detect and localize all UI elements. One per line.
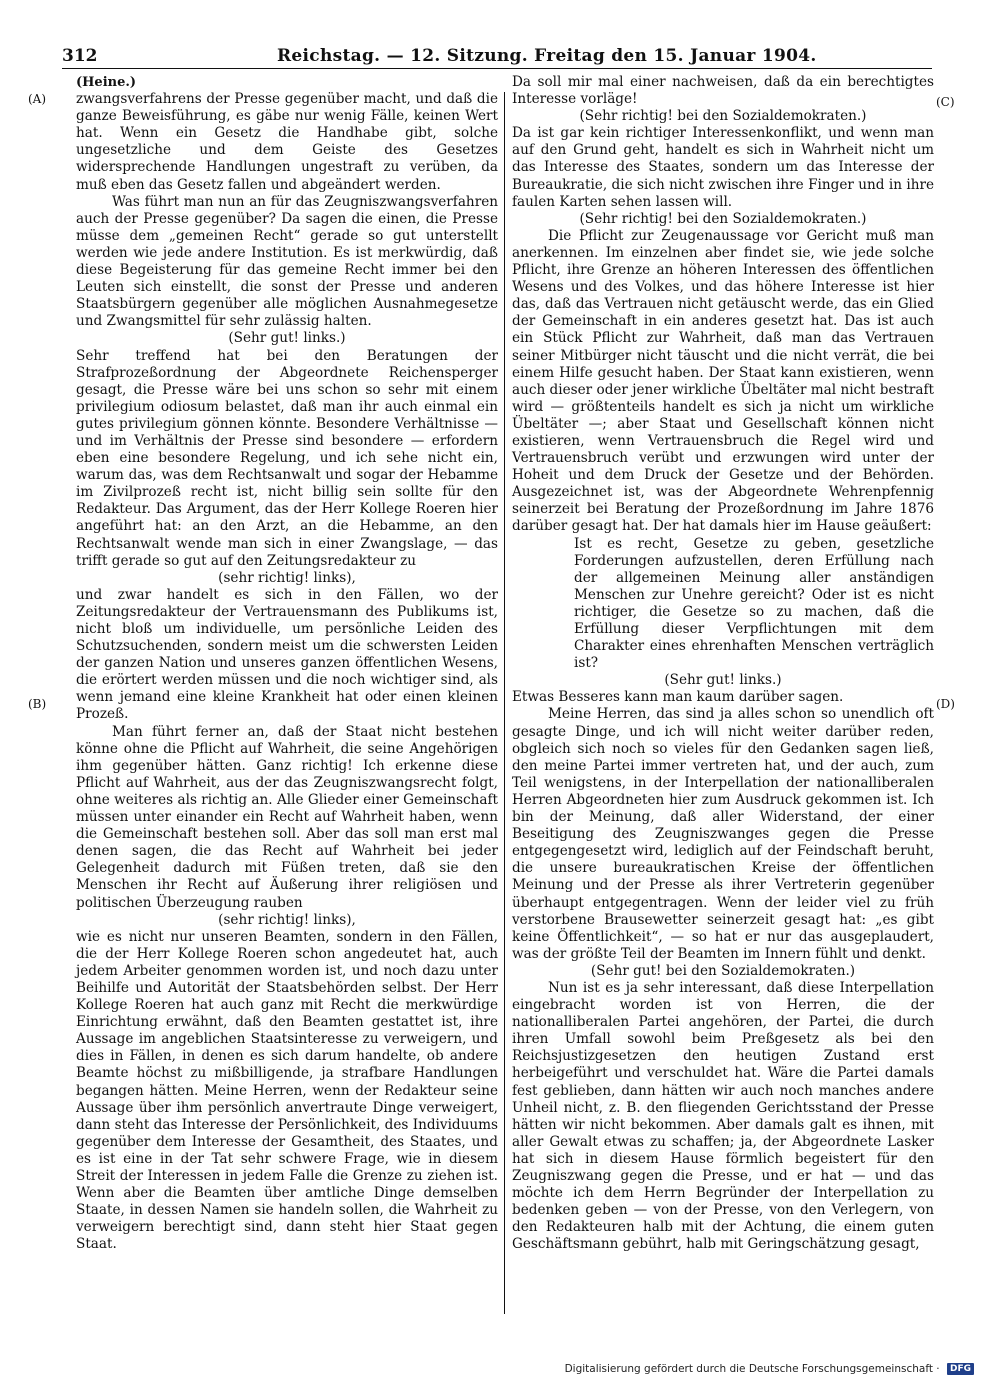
page-header	[62, 46, 932, 68]
paragraph: Da soll mir mal einer nachweisen, daß da ein berechtigtes Interesse vorläge!	[512, 74, 934, 108]
interjection: (Sehr gut! links.)	[228, 330, 346, 347]
paragraph: Nun ist es ja sehr interessant, daß diese Interpellation eingebracht worden ist von Herren, die der nationalliberalen Partei angehören, der Partei, die durch ihren Umfall sowohl beim Preßgesetz als bei den Reichsjustizgesetzen den heutigen Zustand erst herbeigeführt und verschuldet hat. Wäre die Partei damals fest geblieben, dann hätten wir auch noch manches andere Unheil nicht, z. B. den fliegenden Gerichtsstand der Presse hätten wir nicht bekommen. Aber damals galt es ihnen, mit aller Gewalt etwas zu schaffen; ja, der Abgeordnete Lasker hat sich in diesem Hause förmlich begeistert für den Zeugniszwang gegen die Presse, und er hat — und das möchte ich dem Herrn Begründer der Interpellation zu bedenken geben — von der Presse, von den Verlegern, von den Redakteuren halb mit der Achtung, die einem guten Geschäftsmann gebührt, halb mit Geringschätzung gesagt,	[512, 979, 934, 1253]
running-head: Reichstag. — 12. Sitzung. Freitag den 15. Januar 1904.	[277, 46, 817, 66]
paragraph: Was führt man nun an für das Zeugniszwangsverfahren auch der Presse gegenüber? Da sagen die einen, die Presse müsse dem „gemeinen Recht“ gerade so gut unterstellt werden wie jede andere Institution. Es ist merkwürdig, daß diese Begeisterung für das gemeine Recht immer bei den Leuten sich einstellt, die sonst der Presse und anderen Staatsbürgern gegenüber alle möglichen Ausnahmegesetze und Zwangsmittel für sehr zulässig halten.	[76, 193, 498, 330]
margin-mark-a: (A)	[28, 92, 47, 106]
paragraph: Sehr treffend hat bei den Beratungen der Strafprozeßordnung der Abgeordnete Reichensperger gesagt, die Presse wäre bei uns schon so sehr mit einem privilegium odiosum belastet, daß man ihr auch einmal ein gutes privilegium gönnen könnte. Besondere Verhältnisse — und im Verhältnis der Presse sind besondere — erfordern eben eine besondere Regelung, und ich sehe nicht ein, warum das, was dem Rechtsanwalt und sogar der Hebamme im Zivilprozeß recht ist, nicht billig sein sollte für den Redakteur. Das Argument, das der Herr Kollege Roeren hier angeführt hat: an den Arzt, an die Hebamme, an den Rechtsanwalt wende man sich in einer Zwangslage, — das trifft gerade so gut auf den Zeitungsredakteur zu	[76, 347, 498, 569]
interjection: (Sehr gut! links.)	[664, 672, 782, 689]
margin-mark-c: (C)	[936, 95, 955, 109]
paragraph: Meine Herren, das sind ja alles schon so unendlich oft gesagte Dinge, und ich will nicht weiter darüber reden, obgleich sich noch so vieles für den Gedanken sagen ließ, den meine Partei immer vertreten hat, und der auch, zum Teil wenigstens, in der Interpellation der nationalliberalen Herren Abgeordneten hier zum Ausdruck gekommen ist. Ich bin der Meinung, daß aller Widerstand, der einer Beseitigung des Zeugniszwanges gegen die Presse entgegengesetzt wird, lediglich auf der Feindschaft beruht, die unsere bureaukratischen Kreise der öffentlichen Meinung und der Presse als ihrer Vertreterin gegenüber überhaupt entgegentragen. Wenn der leider viel zu früh verstorbene Brausewetter seinerzeit gesagt hat: „es gibt keine Öffentlichkeit“, — so hat er nur das ausgeplaudert, was der größte Teil der Beamten im Innern fühlt und denkt.	[512, 706, 934, 962]
paragraph: Die Pflicht zur Zeugenaussage vor Gericht muß man anerkennen. Im einzelnen aber findet sie, wie jede solche Pflicht, ihre Grenze an höheren Interessen des öffentlichen Wesens und des Volkes, und das höhere Interesse ist hier das, daß das Vertrauen nicht getäuscht werde, das ein Glied der Gemeinschaft in ein anderes gesetzt hat. Das ist auch ein Stück Pflicht zur Wahrheit, daß man das Vertrauen seiner Mitbürger nicht täuscht und die nicht verrät, die bei einem Hilfe gesucht haben. Der Staat kann existieren, wenn auch dieser oder jener wirkliche Übeltäter mal nicht bestraft wird — größtenteils handelt es sich ja nicht um wirkliche Übeltäter —; aber Staat und Gesellschaft können nicht existieren, wenn Vertrauensbruch die Regel wird und Vertrauensbruch verübt und erzwungen wird unter der Hoheit und dem Druck der Gesetze und der Behörden. Ausgezeichnet ist, was der Abgeordnete Wehrenpfennig seinerzeit bei Beratung der Prozeßordnung im Jahre 1876 darüber gesagt hat. Der hat damals hier im Hause geäußert:	[512, 227, 934, 535]
interjection: (Sehr gut! bei den Sozialdemokraten.)	[590, 962, 856, 979]
paragraph: wie es nicht nur unseren Beamten, sondern in den Fällen, die der Herr Kollege Roeren schon angedeutet hat, auch jedem Arbeiter genommen worden ist, und noch dazu unter Beihilfe und Autorität der Staatsbehörden selbst. Der Herr Kollege Roeren hat auch ganz mit Recht die merkwürdige Einrichtung erwähnt, daß den Beamten gestattet ist, ihre Aussage im angeblichen Staatsinteresse zu verweigern, und dies in Fällen, in denen es sich darum handelte, ob andere Beamte höchst zu mißbilligende, ja strafbare Handlungen begangen hätten. Meine Herren, wenn der Redakteur seine Aussage über ihm persönlich anvertraute Dinge verweigert, dann steht das Interesse der Persönlichkeit, des Individuums gegenüber dem Interesse der Gesamtheit, des Staates, und es ist eine in der Tat sehr schwere Frage, wie in diesem Streit der Interessen in jedem Falle die Grenze zu ziehen ist. Wenn aber die Beamten über amtliche Dinge demselben Staate, in dessen Namen sie handeln sollen, die Wahrheit zu verweigern berechtigt sind, dann steht hier Staat gegen Staat.	[76, 928, 498, 1253]
interjection: (Sehr richtig! bei den Sozialdemokraten.)	[579, 210, 867, 227]
footer-credit	[565, 1363, 974, 1375]
interjection: (sehr richtig! links),	[218, 911, 356, 928]
column-divider	[504, 92, 505, 1314]
margin-mark-b: (B)	[28, 697, 47, 711]
interjection: (sehr richtig! links),	[218, 569, 356, 586]
paragraph: Da ist gar kein richtiger Interessenkonflikt, und wenn man auf den Grund geht, handelt es sich in Wahrheit nicht um das Interesse des Staates, sondern um das Interesse der Bureaukratie, die sich nicht zwischen ihre Finger und in ihre faulen Karten sehen lassen will.	[512, 125, 934, 210]
page-number: 312	[62, 46, 98, 66]
paragraph: zwangsverfahrens der Presse gegenüber macht, und daß die ganze Beweisführung, es gäbe nur wenig Fälle, keinen Wert hat. Wenn ein Gesetz die Handhabe gibt, solche ungesetzliche und dem Geiste des Gesetzes widersprechende Handlungen ungestraft zu verüben, da muß eben das Gesetz fallen und abgeändert werden.	[76, 91, 498, 193]
header-rule	[62, 68, 932, 69]
right-column	[512, 74, 934, 1253]
paragraph: Etwas Besseres kann man kaum darüber sagen.	[512, 689, 844, 706]
footer-text: Digitalisierung gefördert durch die Deutsche Forschungsgemeinschaft ·	[564, 1363, 940, 1375]
left-column	[76, 74, 498, 1253]
speaker-name: (Heine.)	[76, 75, 137, 90]
paragraph: und zwar handelt es sich in den Fällen, wo der Zeitungsredakteur der Vertrauensmann des Publikums ist, nicht bloß um individuelle, um persönliche Leiden des Schutzsuchenden, sondern meist um die schwersten Leiden der ganzen Nation und unseres ganzen öffentlichen Wesens, die erörtert werden müssen und die noch wichtiger sind, als wenn jemand eine kleine Krankheit hat oder einen kleinen Prozeß.	[76, 586, 498, 723]
interjection: (Sehr richtig! bei den Sozialdemokraten.)	[579, 108, 867, 125]
margin-mark-d: (D)	[936, 697, 955, 711]
paragraph: Man führt ferner an, daß der Staat nicht bestehen könne ohne die Pflicht auf Wahrheit, die seine Angehörigen ihm gegenüber hätten. Ganz richtig! Ich erkenne diese Pflicht auf Wahrheit, aus der das Zeugniszwangsrecht folgt, ohne weiteres als richtig an. Alle Glieder einer Gemeinschaft müssen unter einander ein Recht auf Wahrheit haben, wenn die Gemeinschaft bestehen soll. Aber das soll man erst mal denen sagen, die das Recht auf Wahrheit bei jeder Gelegenheit dadurch mit Füßen treten, daß sie den Menschen ihr Recht auf Äußerung ihrer religiösen und politischen Überzeugung rauben	[76, 723, 498, 911]
dfg-logo: DFG	[947, 1363, 974, 1375]
quotation: Ist es recht, Gesetze zu geben, gesetzliche Forderungen aufzustellen, deren Erfüllung nach der allgemeinen Meinung aller anständigen Menschen zur Unehre gereicht? Oder ist es nicht richtiger, die Gesetze so zu machen, daß die Erfüllung dieser Verpflichtungen mit dem Charakter eines ehrenhaften Menschen verträglich ist?	[574, 535, 934, 672]
